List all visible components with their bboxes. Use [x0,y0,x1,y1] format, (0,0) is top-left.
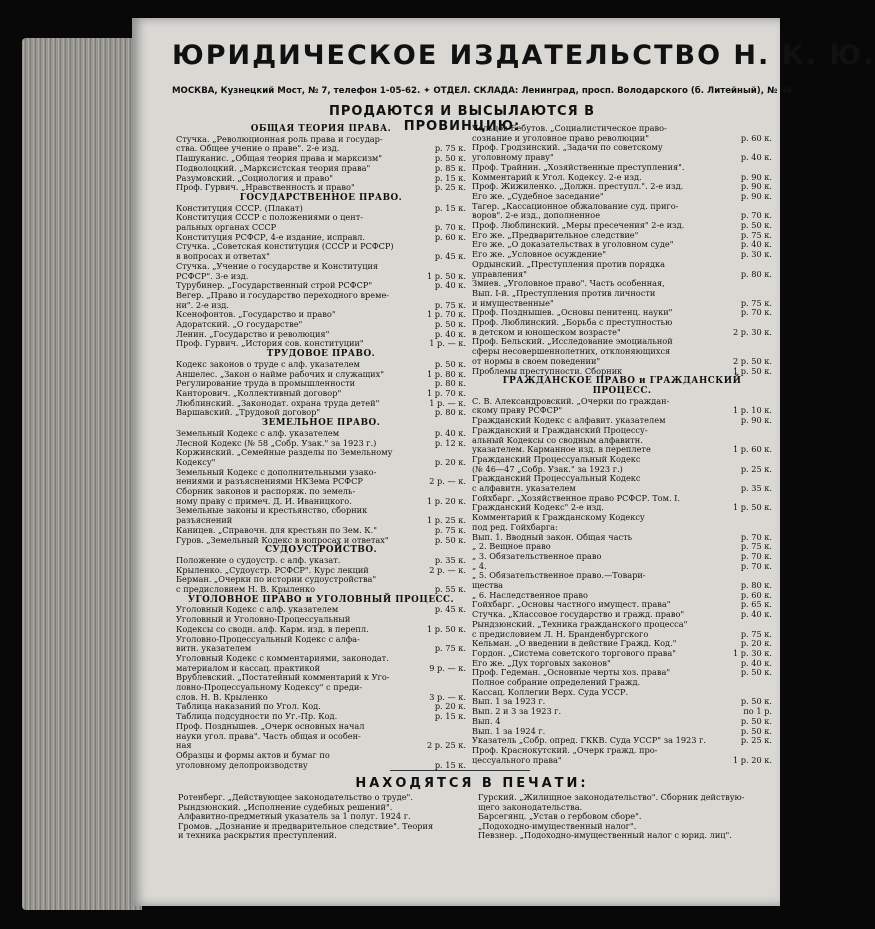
entry-price: р. 75 к. [740,628,772,639]
entry-price: р. 70 к. [740,560,772,571]
entry-price: р. 45 к. [434,604,466,615]
entry-price: р. 45 к. [434,251,466,262]
entry-title: С. В. Александровский. „Очерки по граждан- [472,395,670,406]
entry-price: р. 40 к. [740,152,772,163]
entry-title: Ленин. „Государство и революция" [176,328,330,339]
entry-price: р. 60 к. [740,132,772,143]
entry-price: р. 50 к. [434,153,466,164]
entry-price: р. 15 к. [434,759,466,770]
entry-title: Положение о судоустр. с алф. указат. [176,554,341,565]
entry-price: р. 40 к. [740,609,772,620]
entry-title: Проф. Бельский. „Исследование эмоциальной [472,336,673,347]
entry-price: 2 р. — к. [429,564,466,575]
entry-title: Адоратский. „О государстве" [176,319,303,330]
catalog-entry [472,707,772,717]
entry-price: р. 65 к. [740,599,772,610]
entry-title: „ 3. Обязательственное право [472,550,602,561]
entry-price: р. 75 к. [740,541,772,552]
entry-price: 2 р. 50 к. [733,355,772,366]
entry-title: под ред. Гойхбарга: [472,521,558,532]
entry-price: 1 р. 50 к. [427,623,466,634]
entry-title: ства. Общее учение о праве". 2-е изд. [176,143,340,154]
entry-title: Кодекс законов о труде с алф. указателем [176,358,360,369]
entry-title: Гуров. „Земельный Кодекс в вопросах и ответах" [176,534,389,545]
entry-title: Каницев. „Справочн. для крестьян по Зем. К." [176,524,377,535]
in-print-entry: Барсегянц. „Устав о гербовом сборе". [478,811,642,822]
entry-title: Его же. „Условное осуждение" [472,249,606,260]
entry-title: Гражданский Процессуальный Кодекс [472,453,641,464]
entry-price: р. 50 к. [740,725,772,736]
entry-price: р. 50 к. [740,667,772,678]
in-print-entry: Алфавитно-предметный указатель за 1 полуг. 1924 г. [178,811,411,822]
entry-price: 3 р. — к. [429,691,466,702]
entry-title: „ 6. Наследственное право [472,589,588,600]
entry-title: Гражданский Кодекс" 2-е изд. [472,502,604,513]
entry-title: Стучка. „Учение о государстве и Конституция [176,260,379,271]
entry-title: Турубинер. „Государственный строй РСФСР" [176,280,373,291]
entry-title: и имущественные" [472,297,554,308]
catalog-entry [176,339,466,349]
entry-title: Земельный Кодекс с алф. указателем [176,427,340,438]
entry-title: Проф. Позднышев. „Основы пенитенц. науки" [472,307,673,318]
entry-price: 9 р. — к. [429,662,466,673]
entry-title: Таблица подсудности по Уг.-Пр. Код. [176,711,338,722]
entry-title: Проф. Трайнин. „Хозяйственные преступления". [472,161,685,172]
entry-title: Таблица наказаний по Угол. Код. [176,701,321,712]
entry-title: от нормы в своем поведении" [472,355,601,366]
in-print-entry: и техника раскрытия преступлений. [178,830,337,841]
entry-title: Стучка. „Советская конституция (СССР и РСФСР) [176,241,394,252]
entry-title: воров". 2-е изд., дополненное [472,210,601,221]
entry-price: р. 80 к. [434,378,466,389]
entry-title: слов. Н. В. Крыленко [176,691,268,702]
entry-price: р. 70 к. [740,531,772,542]
entry-title: Конституция СССР. (Плакат) [176,202,303,213]
book-page-edges [22,38,142,910]
entry-title: нениями и разъяснениями НКЗема РСФСР [176,476,363,487]
catalog-entry [472,367,772,377]
entry-title: Вып. 1 за 1924 г. [472,725,546,736]
section-heading: ОБЩАЯ ТЕОРИЯ ПРАВА. [250,124,392,134]
entry-title: Кодексу" [176,456,216,467]
entry-title: в детском и юношеском возрасте" [472,326,621,337]
entry-price [412,673,466,683]
entry-title: Уголовный Кодекс с комментариями, законодат. [176,652,389,663]
entry-title: Гойхбарг. „Хозяйственное право РСФСР. Том. I. [472,492,680,503]
entry-title: Вегер. „Право и государство переходного време- [176,289,390,300]
entry-price: 1 р. 10 к. [733,405,772,416]
entry-title: Вып. 1 за 1923 г. [472,696,546,707]
entry-title: материалом и кассац. практикой [176,662,321,673]
entry-title: РСФСР". 3-е изд. [176,270,249,281]
entry-title: Ордынский. „Преступления против порядка [472,258,666,269]
entry-price: р. 80 к. [740,580,772,591]
section-heading: ТРУДОВОЕ ПРАВО. [266,349,376,360]
entry-price: р. 50 к. [434,319,466,330]
entry-price: р. 50 к. [740,220,772,231]
entry-title: Варшавский. „Трудовой договор" [176,407,321,418]
entry-price [718,279,772,289]
entry-price: 1 р. 50 к. [733,365,772,376]
entry-title: Тагер. „Кассационное обжалование суд. приго- [472,200,679,211]
entry-title: Конституция СССР с положениями о цент- [176,212,364,223]
in-print-entry: „Подоходно-имущественный налог". [478,820,637,831]
section-heading: ГОСУДАРСТВЕННОЕ ПРАВО. [239,192,403,203]
entry-title: ни". 2-е изд. [176,299,229,310]
entry-title: витн. указателем [176,643,252,654]
entry-title: Его же. „Предварительное следствие" [472,229,639,240]
entry-price: 1 р. 20 к. [733,754,772,765]
entry-title: с предисловием Н. В. Крыленко [176,584,316,595]
entry-price: р. 30 к. [740,249,772,260]
entry-title: Берман. „Очерки по истории судоустройства" [176,574,377,585]
entry-title: (№ 46—47 „Собр. Узак." за 1923 г.) [472,463,623,474]
entry-price: р. 90 к. [740,190,772,201]
entry-price: р. 25 к. [434,182,466,193]
entry-price: по 1 р. [743,706,772,717]
entry-price: 2 р. — к. [429,476,466,487]
entry-price: р. 20 к. [740,638,772,649]
in-print-left [172,793,472,841]
entry-price [718,513,772,523]
entry-title: Гордон. „Система советского торгового права" [472,647,677,658]
right-column [472,124,772,765]
entry-price: р. 40 к. [740,657,772,668]
in-print-entry: Громов. „Дознание и предварительное следствие". Теория [178,820,434,831]
section-heading: УГОЛОВНОЕ ПРАВО и УГОЛОВНЫЙ ПРОЦЕСС. [187,594,455,605]
entry-price: р. 25 к. [740,463,772,474]
entry-price: р. 12 к. [434,437,466,448]
entry-title: Проф. Гурвич. „История сов. конституции" [176,338,364,349]
entry-title: Вып. 4 [472,715,501,726]
catalog-entry [472,756,772,766]
entry-title: Рындзюнский. „Техника гражданского процесса" [472,618,688,629]
entry-price: р. 75 к. [434,299,466,310]
entry-title: Гражданский Процессуальный Кодекс [472,473,641,484]
entry-price: р. 70 к. [740,307,772,318]
entry-title: Лесной Кодекс (№ 58 „Собр. Узак." за 1923 г.) [176,437,377,448]
entry-title: Аншелес. „Закон о найме рабочих и служащих" [176,368,385,379]
in-print-entry: Рындзюнский. „Исполнение судебных решений". [178,801,393,812]
entry-price: р. 40 к. [434,280,466,291]
entry-price: 1 р. — к. [429,338,466,349]
entry-price: р. 75 к. [434,524,466,535]
sale-subtitle: ПРОДАЮТСЯ И ВЫСЫЛАЮТСЯ В ПРОВИНЦИЮ: [328,104,596,134]
entry-title: скому праву РСФСР" [472,405,563,416]
entry-title: Уголовный Кодекс с алф. указателем [176,604,339,615]
entry-title: ному праву с примеч. Д. И. Иваницкого. [176,495,352,506]
entry-title: с алфавитн. указателем [472,483,576,494]
entry-title: Образцы и формы актов и бумаг по [176,750,330,760]
catalog-entry [176,448,466,458]
catalog-entry [176,183,466,193]
catalog-entry [176,536,466,546]
entry-title: Проф. Гурвич. „Нравственность и право" [176,182,355,193]
entry-title: „ 2. Вещное право [472,541,551,552]
entry-title: Гойхбарг. „Основы частного имущест. права" [472,599,671,610]
in-print-entry: Певзнер. „Подоходно-имущественный налог с юрид. лиц". [478,830,732,841]
entry-price: 1 р. 50 к. [733,502,772,513]
entry-price: 1 р. 25 к. [427,515,466,526]
entry-title: Кодексы со сводн. алф. Карм. изд. в перепл. [176,623,369,634]
entry-title: Вып. 2 и 3 за 1923 г. [472,706,562,717]
entry-title: Коржинский. „Семейные разделы по Земельному [176,447,393,458]
entry-title: Уголовный и Уголовно-Процессуальный [176,614,351,625]
entry-price: р. 85 к. [434,162,466,173]
entry-title: Подволоцкий. „Марксистская теория права" [176,162,371,173]
entry-title: ловно-Процессуальному Кодексу" с преди- [176,682,363,693]
entry-price: р. 35 к. [740,483,772,494]
entry-title: сознание и уголовное право революции" [472,132,649,143]
entry-title: Указатель „Собр. опред. ГККВ. Суда УССР" за 1923 г. [472,735,706,746]
entry-title: в вопросах и ответах" [176,251,270,262]
entry-title: Стучка. „Классовое государство и гражд. право" [472,609,685,620]
entry-price: р. 40 к. [434,328,466,339]
entry-price: р. 40 к. [740,239,772,250]
entry-title: Проф. Люблинский. „Борьба с преступностью [472,317,673,328]
catalog-entry [176,761,466,771]
entry-title: ральных органах СССР [176,222,277,233]
entry-price [718,426,772,436]
entry-price: р. 20 к. [434,456,466,467]
entry-price: р. 20 к. [434,701,466,712]
in-print-title: НАХОДЯТСЯ В ПЕЧАТИ: [355,776,589,791]
entry-title: сферы несовершеннолетних, отклоняющихся [472,346,671,357]
entry-title: Стучка. „Революционная роль права и государ- [176,133,383,144]
section-heading: ЗЕМЕЛЬНОЕ ПРАВО. [261,418,381,429]
entry-title: Разумовский. „Социология и право" [176,172,334,183]
entry-title: Сборник законов и распоряж. по земель- [176,486,356,497]
entry-price: р. 90 к. [740,181,772,192]
entry-title: Вып. 1. Вводный закон. Общая часть [472,531,633,542]
divider [390,770,530,771]
entry-title: Гражданский Кодекс с алфавит. указателем [472,415,666,426]
entry-price: р. 50 к. [740,715,772,726]
entry-title: Проф. Люблинский. „Меры пресечения" 2-е изд. [472,220,685,231]
entry-title: управления" [472,268,527,279]
entry-title: Регулирование труда в промышленности [176,378,356,389]
entry-title: Уголовно-Процессуальный Кодекс с алфа- [176,633,360,644]
entry-title: науки угол. права". Часть общая и особен- [176,730,361,741]
entry-title: Его же. „О доказательствах в уголовном суде" [472,239,674,250]
entry-title: Кельман. „О введении в действие Гражд. Код." [472,638,677,649]
entry-price: 1 р. 80 к. [427,368,466,379]
entry-price [718,337,772,347]
entry-title: Ксенофонтов. „Государство и право" [176,309,336,320]
entry-title: Проф. Жижиленко. „Должн. преступл.". 2-е изд. [472,181,684,192]
entry-price: р. 70 к. [740,210,772,221]
entry-price: р. 55 к. [434,584,466,595]
entry-price: 1 р. — к. [429,397,466,408]
entry-price: р. 75 к. [434,643,466,654]
entry-title: Люблинский. „Законодат. охрана труда детей" [176,397,380,408]
entry-price: р. 70 к. [434,222,466,233]
entry-title: альный Кодексы со сводным алфавитн. [472,434,643,445]
entry-title: Его же. „Дух торговых законов" [472,657,611,668]
entry-price: р. 75 к. [740,229,772,240]
publisher-address: МОСКВА, Кузнецкий Мост, № 7, телефон 1-05-62. ✦ ОТДЕЛ. СКЛАДА: Ленинград, просп. Володарского (б. Литейный), № 44. [172,86,796,96]
entry-title: цессуального права" [472,754,562,765]
entry-title: ная [176,740,192,751]
entry-title: Проблемы преступности. Сборник [472,365,623,376]
entry-title: уголовному делопроизводству [176,759,308,770]
entry-price: р. 35 к. [434,554,466,565]
catalog-entry [176,408,466,418]
entry-title: Конституция РСФСР, 4-е издание, исправл. [176,231,365,242]
entry-price: р. 80 к. [740,268,772,279]
entry-price: 1 р. 70 к. [427,387,466,398]
in-print-entry: Ротенберг. „Действующее законодательство о труде". [178,792,413,802]
entry-price: р. 60 к. [434,231,466,242]
entry-price: р. 50 к. [434,534,466,545]
entry-title: Пашуканис. „Общая теория права и марксизм" [176,153,383,164]
catalog-entry [176,732,466,742]
entry-title: Кассац. Коллегии Верх. Суда УССР. [472,686,629,697]
entry-title: Чельцов-Бебутов. „Социалистическое право- [472,123,667,133]
entry-title: уголовному праву" [472,152,554,163]
entry-price: р. 75 к. [740,297,772,308]
entry-title: указателем. Карманное изд. в переплете [472,444,651,455]
entry-price: р. 15 к. [434,172,466,183]
entry-title: „ 5. Обязательственное право.—Товари- [472,570,646,581]
entry-price: 2 р. 30 к. [733,326,772,337]
entry-title: разъяснений [176,515,233,526]
section-heading: СУДОУСТРОЙСТВО. [264,545,378,556]
catalog-entry [472,571,772,581]
entry-price: 2 р. 25 к. [427,740,466,751]
in-print-entry: щего законодательства. [478,801,583,812]
entry-title: Земельный Кодекс с дополнительными узако- [176,466,377,477]
entry-title: „ 4. [472,560,487,571]
entry-price: р. 25 к. [740,735,772,746]
in-print-section [172,776,772,841]
entry-price: 1 р. 50 к. [427,270,466,281]
in-print-entry: Гурский. „Жилищное законодательство". Сборник действую- [478,792,745,802]
entry-title: Комментарий к Гражданскому Кодексу [472,512,645,523]
entry-title: Врублевский. „Постатейный комментарий к Уго- [176,672,390,683]
left-column [176,124,466,770]
section-heading: ГРАЖДАНСКОЕ ПРАВО и ГРАЖДАНСКИЙ ПРОЦЕСС. [502,376,742,396]
entry-price: р. 15 к. [434,202,466,213]
entry-title: Проф. Гродзинский. „Задачи по советскому [472,142,663,153]
entry-price: р. 90 к. [740,415,772,426]
entry-price: р. 70 к. [740,550,772,561]
entry-price: р. 90 к. [740,171,772,182]
entry-price: р. 80 к. [434,407,466,418]
entry-price: р. 15 к. [434,711,466,722]
entry-title: Полное собрание определений Гражд. [472,677,641,688]
catalog-entry [472,552,772,562]
entry-title: Проф. Краснокутский. „Очерк гражд. про- [472,745,658,755]
entry-title: с предисловием Л. Н. Бранденбургского [472,628,649,639]
entry-price: 1 р. 70 к. [427,309,466,320]
entry-price: 1 р. 60 к. [733,444,772,455]
entry-title: Проф. Гедеман. „Основные черты хоз. права" [472,667,671,678]
entry-title: щества [472,580,504,591]
entry-price: р. 60 к. [740,589,772,600]
entry-price: р. 75 к. [434,143,466,154]
entry-price: 1 р. 20 к. [427,495,466,506]
entry-title: Гражданский и Гражданский Процессу- [472,424,648,435]
catalog-entry [176,585,466,595]
entry-price: р. 40 к. [434,427,466,438]
entry-price: р. 50 к. [434,358,466,369]
entry-title: Его же. „Судебное заседание" [472,190,604,201]
entry-title: Проф. Позднышев. „Очерк основных начал [176,720,365,731]
entry-price: р. 50 к. [740,696,772,707]
entry-title: Земельные законы и крестьянство, сборник [176,505,368,516]
entry-title: Канторович. „Коллективный договор" [176,387,342,398]
entry-price [412,722,466,732]
publisher-title: ЮРИДИЧЕСКОЕ ИЗДАТЕЛЬСТВО Н. К. Ю. [172,40,875,71]
entry-price [718,678,772,688]
in-print-right [472,793,772,841]
catalog-page [132,18,875,906]
entry-title: Вып. I-й. „Преступления против личности [472,287,656,298]
entry-title: Змиев. „Уголовное право". Часть особенная, [472,278,665,289]
entry-title: Крыленко. „Судоустр. РСФСР". Курс лекций [176,564,369,575]
entry-title: Комментарий к Угол. Кодексу. 2-е изд. [472,171,642,182]
entry-price: 1 р. 30 к. [733,647,772,658]
